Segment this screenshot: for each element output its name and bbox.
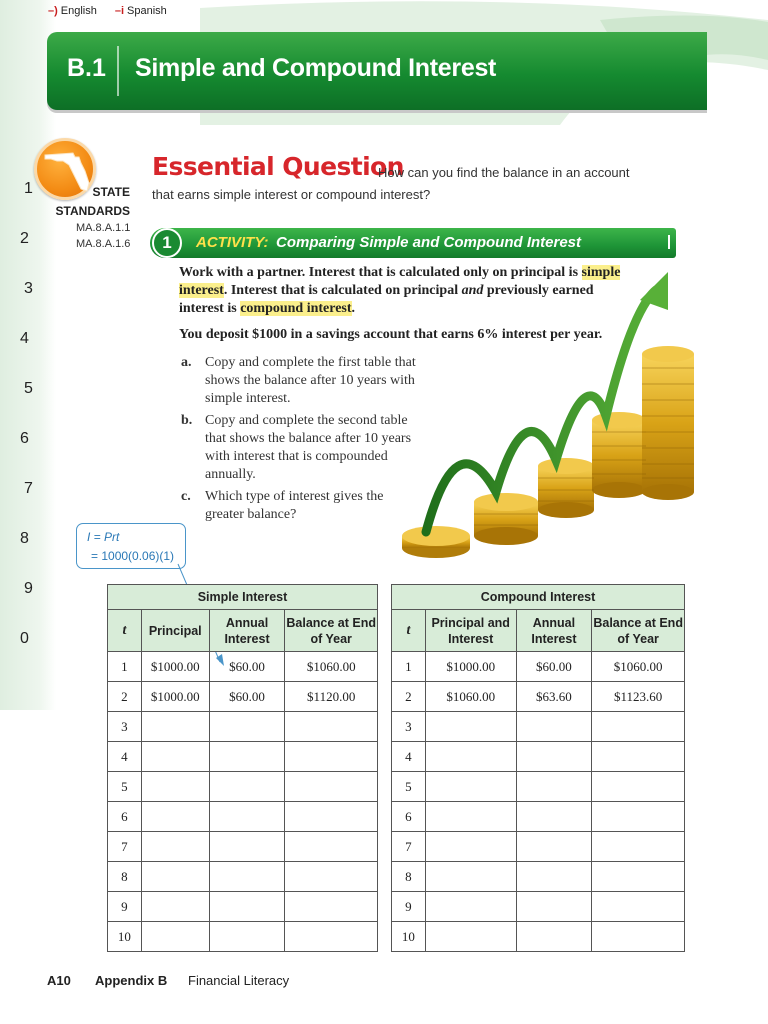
row-index-cell: 7 (392, 832, 426, 862)
table-cell (209, 712, 285, 742)
table-cell (516, 832, 592, 862)
table-cell (141, 712, 209, 742)
row-index-cell: 5 (108, 772, 142, 802)
table-cell (425, 772, 516, 802)
table-cell (592, 712, 685, 742)
table-cell (592, 922, 685, 952)
table-cell (516, 892, 592, 922)
table-cell (209, 892, 285, 922)
page-number: A10 (47, 973, 71, 988)
table-cell (285, 832, 378, 862)
table-cell (516, 712, 592, 742)
decor-number: 7 (24, 480, 33, 497)
column-header: t (392, 610, 426, 652)
table-cell (209, 922, 285, 952)
decor-number: 8 (20, 530, 29, 547)
table-row (108, 832, 378, 862)
activity-label: ACTIVITY: (196, 234, 269, 251)
column-header: Balance at End of Year (285, 610, 378, 652)
table-row (108, 892, 378, 922)
table-row (392, 832, 685, 862)
row-index-cell: 3 (108, 712, 142, 742)
table-cell (141, 742, 209, 772)
row-index-cell: 4 (392, 742, 426, 772)
table-title: Compound Interest (392, 585, 685, 610)
standards-label: STANDARDS (55, 204, 130, 218)
deposit-statement: You deposit $1000 in a savings account that earns 6% interest per year. (179, 327, 603, 342)
table-cell (516, 742, 592, 772)
column-header: Principal (141, 610, 209, 652)
row-index-cell: 8 (108, 862, 142, 892)
section-banner (47, 32, 707, 110)
table-title: Simple Interest (108, 585, 378, 610)
table-cell (141, 922, 209, 952)
standards-label: STATE (92, 185, 130, 199)
table-cell (592, 772, 685, 802)
row-index-cell: 9 (392, 892, 426, 922)
florida-state-icon (34, 138, 96, 200)
decor-number: 9 (24, 580, 33, 597)
table-cell (209, 862, 285, 892)
table-row (392, 652, 685, 682)
row-index-cell: 8 (392, 862, 426, 892)
essential-question-heading: Essential Question (152, 152, 404, 181)
decor-number: 2 (20, 230, 29, 247)
section-number: B.1 (67, 54, 106, 82)
standard-code: MA.8.A.1.6 (76, 238, 131, 250)
row-index-cell: 1 (108, 652, 142, 682)
table-cell (285, 922, 378, 952)
decor-number: 5 (24, 380, 33, 397)
table-cell (516, 802, 592, 832)
row-index-cell: 6 (392, 802, 426, 832)
table-cell: $63.60 (516, 682, 592, 712)
row-index-cell: 3 (392, 712, 426, 742)
table-cell (425, 712, 516, 742)
decor-number: 3 (24, 280, 33, 297)
column-header: t (108, 610, 142, 652)
table-cell (516, 922, 592, 952)
table-row (392, 712, 685, 742)
table-row (108, 862, 378, 892)
table-row (392, 802, 685, 832)
table-cell (209, 832, 285, 862)
compound-interest-table (391, 584, 685, 952)
table-cell (425, 862, 516, 892)
column-header: Balance at End of Year (592, 610, 685, 652)
decor-number: 6 (20, 430, 29, 447)
table-cell (425, 832, 516, 862)
row-index-cell: 2 (108, 682, 142, 712)
decor-number: 1 (24, 180, 33, 197)
row-index-cell: 9 (108, 892, 142, 922)
activity-title: Comparing Simple and Compound Interest (276, 234, 582, 251)
essential-question-text: that earns simple interest or compound interest? (152, 187, 431, 202)
intro-paragraph: Work with a partner. Interest that is calculated only on principal is simple interest. Interest that is calculated on principal and previously earned interest is compound interest. (179, 265, 621, 316)
column-header: Annual Interest (209, 610, 285, 652)
row-index-cell: 10 (108, 922, 142, 952)
table-cell (425, 802, 516, 832)
table-cell (285, 742, 378, 772)
table-row (108, 742, 378, 772)
row-index-cell: 5 (392, 772, 426, 802)
column-header: Annual Interest (516, 610, 592, 652)
table-cell (425, 742, 516, 772)
table-cell (285, 712, 378, 742)
table-cell: $1000.00 (141, 652, 209, 682)
row-index-cell: 4 (108, 742, 142, 772)
table-row (108, 922, 378, 952)
table-cell: $60.00 (209, 682, 285, 712)
appendix-label: Appendix B (95, 973, 168, 988)
table-cell (285, 772, 378, 802)
activity-number: 1 (152, 228, 182, 258)
table-row (392, 862, 685, 892)
table-row (392, 682, 685, 712)
table-cell (209, 772, 285, 802)
table-row (108, 802, 378, 832)
table-cell (285, 862, 378, 892)
section-divider (117, 46, 119, 96)
row-index-cell: 2 (392, 682, 426, 712)
table-cell: $1000.00 (141, 682, 209, 712)
table-cell (592, 892, 685, 922)
standard-code: MA.8.A.1.1 (76, 222, 131, 234)
table-cell (425, 922, 516, 952)
speaker-icon: –i (114, 5, 125, 17)
row-index-cell: 1 (392, 652, 426, 682)
term-compound-interest: compound interest (240, 301, 352, 316)
simple-interest-table (107, 584, 378, 952)
table-row (392, 892, 685, 922)
table-cell (592, 832, 685, 862)
table-cell: $60.00 (209, 652, 285, 682)
table-cell (209, 742, 285, 772)
formula-line: I = Prt (87, 530, 120, 544)
table-row (108, 712, 378, 742)
decor-number: 4 (20, 330, 29, 347)
table-cell (516, 862, 592, 892)
coins-growth-illustration (396, 270, 706, 570)
table-cell (141, 772, 209, 802)
decor-number: 0 (20, 630, 29, 647)
english-audio-link[interactable]: –) English (48, 5, 97, 17)
table-cell: $60.00 (516, 652, 592, 682)
footer-topic: Financial Literacy (188, 973, 290, 988)
table-cell (516, 772, 592, 802)
table-row (108, 652, 378, 682)
table-cell (141, 892, 209, 922)
table-cell (285, 892, 378, 922)
language-bar (48, 5, 167, 17)
table-cell (425, 892, 516, 922)
table-cell: $1060.00 (285, 652, 378, 682)
spanish-audio-link[interactable]: –i Spanish (114, 5, 167, 17)
table-row (392, 922, 685, 952)
table-cell: $1060.00 (425, 682, 516, 712)
table-cell: $1120.00 (285, 682, 378, 712)
column-header: Principal and Interest (425, 610, 516, 652)
table-cell (141, 832, 209, 862)
table-cell (209, 802, 285, 832)
table-cell (592, 862, 685, 892)
table-cell (141, 862, 209, 892)
essential-question-text: How can you find the balance in an account (378, 165, 630, 180)
row-index-cell: 7 (108, 832, 142, 862)
table-row (108, 772, 378, 802)
table-cell (592, 802, 685, 832)
table-cell: $1123.60 (592, 682, 685, 712)
formula-line: = 1000(0.06)(1) (91, 549, 175, 563)
table-row (392, 742, 685, 772)
table-cell: $1060.00 (592, 652, 685, 682)
table-cell (285, 802, 378, 832)
section-title: Simple and Compound Interest (135, 54, 497, 82)
table-row (108, 682, 378, 712)
activity-banner-end (668, 235, 670, 249)
term-simple-interest: simple interest (179, 265, 621, 298)
table-cell: $1000.00 (425, 652, 516, 682)
table-cell (141, 802, 209, 832)
row-index-cell: 6 (108, 802, 142, 832)
table-cell (592, 742, 685, 772)
row-index-cell: 10 (392, 922, 426, 952)
table-row (392, 772, 685, 802)
speaker-icon: –) (48, 5, 58, 17)
